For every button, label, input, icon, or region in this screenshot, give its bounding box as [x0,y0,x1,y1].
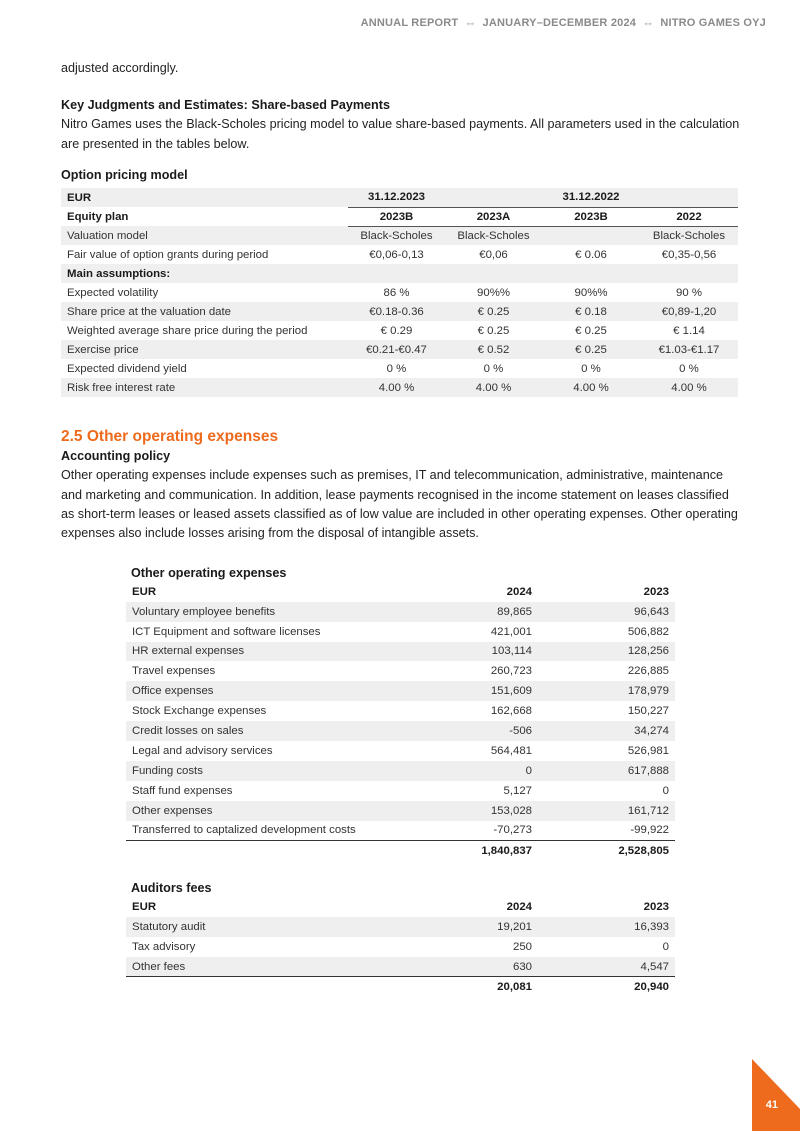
other-expenses-title: Other operating expenses [131,565,287,580]
cell-value: 0 % [581,362,601,375]
cell-value: 90 % [676,286,702,299]
equity-plan-label: Equity plan [67,210,129,223]
total-2024: 1,840,837 [421,840,538,860]
key-judgments-heading: Key Judgments and Estimates: Share-based Payments [61,98,390,113]
equity-plan-row [61,207,738,226]
cell-value: 250 [512,941,532,954]
page-number: 41 [765,1099,778,1111]
table-row [126,781,675,801]
plan-header: 2023A [445,207,542,226]
main-assumptions-label: Main assumptions: [61,264,348,283]
year-2024-header: 2024 [506,585,532,598]
table-row [61,359,738,378]
currency-label: EUR [132,901,157,914]
cell-value: 0 [421,761,538,781]
plan-header: 2023B [542,207,640,226]
cell-value: 226,885 [627,665,669,678]
cell-value: 103,114 [421,642,538,662]
row-label: Funding costs [126,761,421,781]
cell-value: -506 [421,721,538,741]
main-assumptions-row [61,264,738,283]
option-pricing-title: Option pricing model [61,168,188,183]
cell-value: € 0.06 [575,248,607,261]
table-row [126,761,675,781]
row-label: Transferred to captalized development costs [132,824,356,837]
table-row [126,957,675,977]
cell-value: €0,35-0,56 [661,248,717,261]
total-2023: 20,940 [538,977,675,997]
cell-value: €0,06 [479,248,508,261]
header-report-label: ANNUAL REPORT [360,17,459,29]
row-label: Fair value of option grants during period [67,248,269,261]
cell-value: 421,001 [490,625,532,638]
key-judgments-text: Nitro Games uses the Black-Scholes pricing model to value share-based payments. All parameters used in the calculation are presented in the tables below. [61,117,740,151]
row-label: HR external expenses [126,642,421,662]
accounting-policy-heading: Accounting policy [61,449,171,464]
cell-value: 161,712 [538,801,675,821]
other-expenses-table [126,582,675,860]
row-label: Staff fund expenses [132,784,233,797]
cell-value: 89,865 [421,602,538,622]
cell-value: Black-Scholes [348,226,445,245]
table-row [126,721,675,741]
cell-value: 526,981 [627,744,669,757]
cell-value: 19,201 [421,917,538,937]
plan-header: 2023B [348,207,445,226]
table-row [126,701,675,721]
cell-value: € 0.25 [445,302,542,321]
currency-label: EUR [132,585,157,598]
row-label: Valuation model [61,226,348,245]
date-2022-header: 31.12.2022 [542,188,640,207]
total-2024: 20,081 [421,977,538,997]
cell-value: Black-Scholes [640,226,738,245]
table-row [126,937,675,957]
cell-value: 86 % [383,286,410,299]
row-label: Travel expenses [132,665,216,678]
cell-value: 16,393 [538,917,675,937]
year-2024-header: 2024 [506,901,532,914]
cell-value: 90%% [574,286,608,299]
table-header-row [126,582,675,602]
cell-value: 90%% [477,286,510,299]
table-row [126,642,675,662]
cell-value [542,226,640,245]
total-2023: 2,528,805 [538,840,675,860]
table-row [126,622,675,642]
row-label: Voluntary employee benefits [126,602,421,622]
cell-value: € 1.14 [673,324,705,337]
cell-value: 4.00 % [348,378,445,397]
row-label: Stock Exchange expenses [132,705,267,718]
cell-value: 564,481 [490,744,532,757]
option-pricing-table [61,188,738,397]
accounting-policy-text: Other operating expenses include expenses such as premises, IT and telecommunication, administrative, maintenance and marketing and communication. In addition, lease payments recognised in the income statement on leases classified as short-term leases or leased assets classified as of low value are included in other operating expenses. Other operating expenses also include losses arising from the disposal of intangible assets. [61,468,738,541]
row-label: Tax advisory [132,941,196,954]
cell-value: 0 [662,784,669,797]
header-company-label: NITRO GAMES OYJ [660,17,766,29]
table-row [126,741,675,761]
cell-value: 630 [421,957,538,977]
running-header [361,16,766,30]
cell-value: €0.21-€0.47 [348,340,445,359]
row-label: Office expenses [126,681,421,701]
cell-value: € 0.52 [445,340,542,359]
cell-value: 506,882 [627,625,669,638]
cell-value: 0 % [483,362,504,375]
row-label: Other expenses [126,801,421,821]
cell-value: €0,06-0,13 [369,248,424,261]
row-label: Credit losses on sales [126,721,421,741]
year-2023-header: 2023 [643,901,669,914]
year-2023-header: 2023 [643,585,669,598]
cell-value: 0 [662,941,669,954]
cell-value: 34,274 [538,721,675,741]
cell-value: 162,668 [490,705,532,718]
cell-value: €0,89-1,20 [640,302,738,321]
total-row [126,840,675,860]
cell-value: -99,922 [630,824,669,837]
cell-value: 4,547 [538,957,675,977]
cell-value: 4.00 % [445,378,542,397]
row-label: Other fees [126,957,421,977]
row-label: Legal and advisory services [132,744,273,757]
cell-value: 150,227 [627,705,669,718]
table-row [126,602,675,622]
header-period-label: JANUARY–DECEMBER 2024 [482,17,637,29]
cell-value: 153,028 [421,801,538,821]
cell-value: 260,723 [490,665,532,678]
cell-value: -70,273 [493,824,532,837]
cell-value: Black-Scholes [445,226,542,245]
table-row [126,661,675,681]
cell-value: €1.03-€1.17 [640,340,738,359]
table-row [61,302,738,321]
cell-value: 4.00 % [542,378,640,397]
row-label: Exercise price [61,340,348,359]
auditors-fees-table [126,897,675,996]
page-content [61,59,741,997]
row-label: Risk free interest rate [61,378,348,397]
cell-value: 4.00 % [640,378,738,397]
cell-value: 128,256 [538,642,675,662]
intro-tail-text: adjusted accordingly. [61,61,179,75]
currency-label: EUR [61,188,348,207]
row-label: Weighted average share price during the period [67,324,308,337]
cell-value: 617,888 [538,761,675,781]
cell-value: 96,643 [538,602,675,622]
cell-value: € 0.25 [542,340,640,359]
cell-value: 0 % [679,362,699,375]
table-row [126,917,675,937]
cell-value: 178,979 [538,681,675,701]
row-label: Share price at the valuation date [61,302,348,321]
cell-value: 0 % [386,362,407,375]
cell-value: € 0.29 [380,324,413,337]
row-label: Statutory audit [126,917,421,937]
page-corner-tab [752,1059,800,1131]
table-row [61,378,738,397]
date-2023-header: 31.12.2023 [348,188,445,207]
cell-value: € 0.25 [477,324,510,337]
cell-value: 151,609 [421,681,538,701]
cell-value: € 0.25 [575,324,607,337]
row-label: Expected volatility [67,286,159,299]
table-header-row [61,188,738,207]
row-label: ICT Equipment and software licenses [132,625,321,638]
table-row [61,226,738,245]
table-row [126,801,675,821]
table-header-row [126,897,675,917]
table-row [126,821,675,841]
row-label: Expected dividend yield [67,362,187,375]
auditors-fees-title: Auditors fees [131,881,212,896]
table-row [61,283,738,302]
double-arrow-icon: ⇔ [642,16,655,30]
table-row [61,340,738,359]
section-title: 2.5 Other operating expenses [61,428,279,446]
cell-value: € 0.18 [542,302,640,321]
double-arrow-icon: ⇔ [464,16,477,30]
table-row [126,681,675,701]
table-row [61,321,738,340]
cell-value: €0.18-0.36 [348,302,445,321]
cell-value: 5,127 [503,784,532,797]
total-row [126,977,675,997]
plan-header: 2022 [640,207,738,226]
table-row [61,245,738,264]
